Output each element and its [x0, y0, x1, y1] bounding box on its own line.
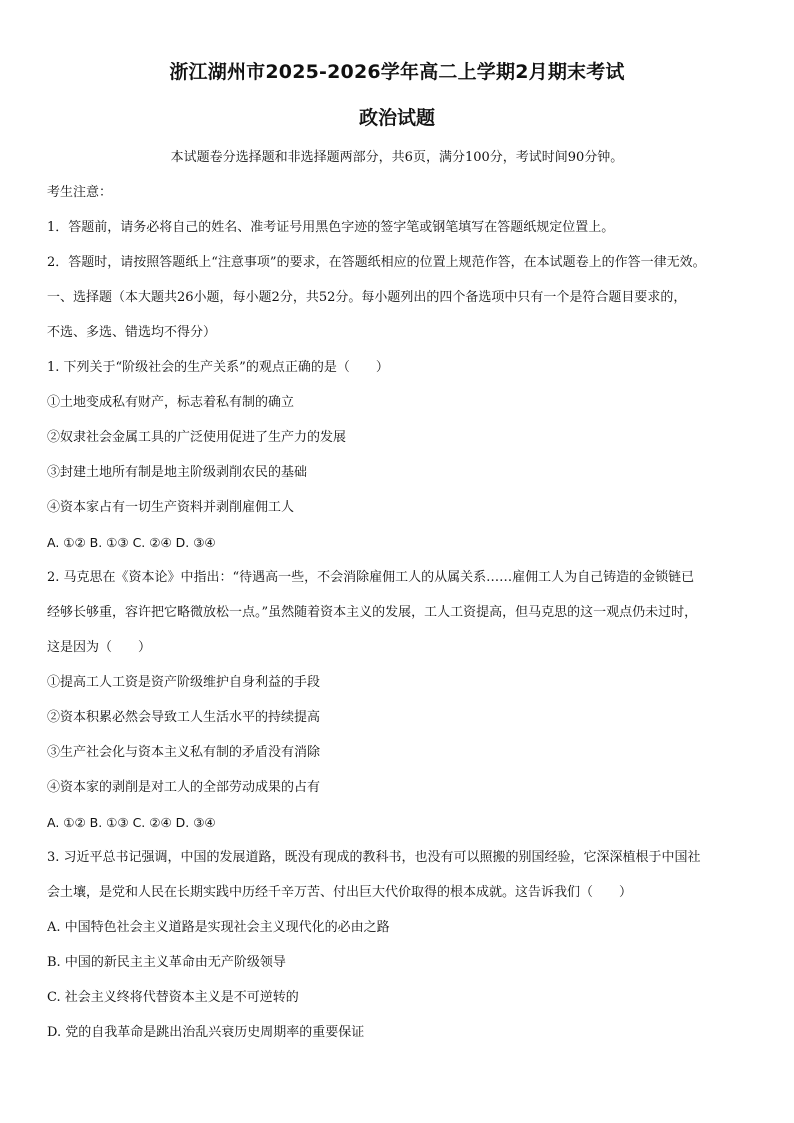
section-heading: 一、选择题（本大题共26小题，每小题2分，共52分。每小题列出的四个备选项中只有一个是符合题目要求的，: [47, 290, 687, 305]
question-statement: ②资本积累必然会导致工人生活水平的持续提高: [47, 710, 321, 725]
question-option: C. 社会主义终将代替资本主义是不可逆转的: [47, 990, 299, 1005]
question-statement: ③生产社会化与资本主义私有制的矛盾没有消除: [47, 745, 321, 760]
question-statement: ①土地变成私有财产，标志着私有制的确立: [47, 395, 295, 410]
exam-subject: 政治试题: [358, 107, 435, 129]
question-stem: 经够长够重，容许把它略微放松一点。”虽然随着资本主义的发展，工人工资提高，但马克思的这一观点仍未过时，: [47, 605, 698, 620]
notice-item: 2．答题时，请按照答题纸上“注意事项”的要求，在答题纸相应的位置上规范作答，在本试题卷上的作答一律无效。: [47, 255, 706, 270]
question-option: A. 中国特色社会主义道路是实现社会主义现代化的必由之路: [47, 920, 390, 935]
exam-body: [47, 183, 762, 1058]
exam-intro: 本试题卷分选择题和非选择题两部分，共6页，满分100分，考试时间90分钟。: [170, 150, 624, 165]
question-statement: ④资本家的剥削是对工人的全部劳动成果的占有: [47, 780, 321, 795]
question-statement: ④资本家占有一切生产资料并剥削雇佣工人: [47, 500, 295, 515]
question-option: D. 党的自我革命是跳出治乱兴衰历史周期率的重要保证: [47, 1025, 365, 1040]
question-statement: ①提高工人工资是资产阶级维护自身利益的手段: [47, 675, 321, 690]
question-options: A. ①② B. ①③ C. ②④ D. ③④: [47, 815, 216, 830]
question-stem: 2. 马克思在《资本论》中指出：“待遇高一些，不会消除雇佣工人的从属关系……雇佣工人为自己铸造的金锁链已: [47, 570, 695, 585]
question-option: B. 中国的新民主主义革命由无产阶级领导: [47, 955, 286, 970]
question-stem: 会土壤，是党和人民在长期实践中历经千辛万苦、付出巨大代价取得的根本成就。这告诉我们（ ）: [47, 885, 633, 900]
section-heading-cont: 不选、多选、错选均不得分）: [47, 325, 217, 340]
exam-title: 浙江湖州市2025-2026学年高二上学期2月期末考试: [169, 61, 625, 83]
question-stem: 这是因为（ ）: [47, 640, 152, 655]
question-statement: ③封建土地所有制是地主阶级剥削农民的基础: [47, 465, 308, 480]
notice-heading: 考生注意：: [47, 185, 113, 200]
question-options: A. ①② B. ①③ C. ②④ D. ③④: [47, 535, 216, 550]
question-1: [47, 358, 762, 568]
question-stem: 1. 下列关于“阶级社会的生产关系”的观点正确的是（ ）: [47, 360, 389, 375]
question-3: [47, 848, 762, 1058]
question-statement: ②奴隶社会金属工具的广泛使用促进了生产力的发展: [47, 430, 347, 445]
question-stem: 3. 习近平总书记强调，中国的发展道路，既没有现成的教科书，也没有可以照搬的别国经验，它深深植根于中国社: [47, 850, 701, 865]
question-2: [47, 568, 762, 848]
notice-item: 1．答题前，请务必将自己的姓名、准考证号用黑色字迹的签字笔或钢笔填写在答题纸规定位置上。: [47, 220, 615, 235]
